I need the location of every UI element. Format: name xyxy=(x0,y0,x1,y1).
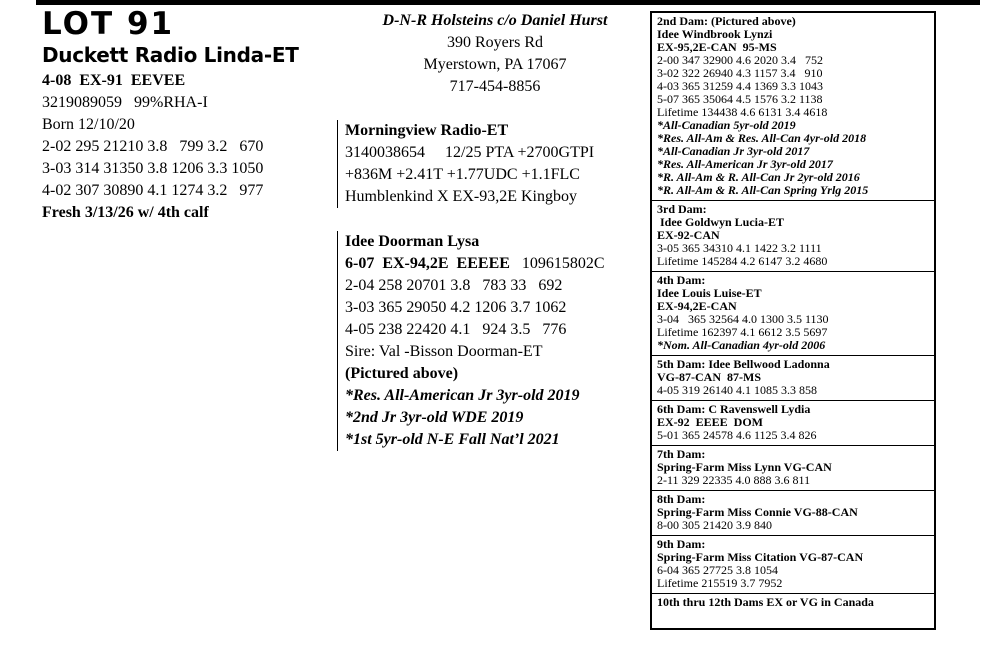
pedigree-dam-name: Idee Windbrook Lynzi xyxy=(657,27,773,41)
lot-number: LOT 91 xyxy=(42,6,175,42)
dam-sire: Sire: Val -Bisson Doorman-ET xyxy=(345,343,543,360)
pedigree-honor: *Res. All-American Jr 3yr-old 2017 xyxy=(657,157,833,171)
dam-record: 4-05 238 22420 4.1 924 3.5 776 xyxy=(345,321,567,338)
dam-block xyxy=(337,231,665,451)
dam-honor: *1st 5yr-old N-E Fall Nat’l 2021 xyxy=(345,431,560,448)
pedigree-header: 8th Dam: xyxy=(657,492,706,506)
pedigree-dam-name: Spring-Farm Miss Citation VG-87-CAN xyxy=(657,550,864,564)
pedigree-record: 4-05 319 26140 4.1 1085 3.3 858 xyxy=(657,383,817,397)
pedigree-section xyxy=(652,491,934,536)
pedigree-record: 3-02 322 26940 4.3 1157 3.4 910 xyxy=(657,66,823,80)
pedigree-dam-name: Idee Louis Luise-ET xyxy=(657,286,762,300)
pedigree-honor: *R. All-Am & R. All-Can Spring Yrlg 2015 xyxy=(657,183,869,197)
pedigree-record: Lifetime 134438 4.6 6131 3.4 4618 xyxy=(657,105,828,119)
dam-honor: *Res. All-American Jr 3yr-old 2019 xyxy=(345,387,580,404)
pedigree-header: 10th thru 12th Dams EX or VG in Canada xyxy=(657,595,874,609)
pedigree-honor: *Res. All-Am & Res. All-Can 4yr-old 2018 xyxy=(657,131,867,145)
pedigree-honor: *All-Canadian Jr 3yr-old 2017 xyxy=(657,144,810,158)
pedigree-record: 3-04 365 32564 4.0 1300 3.5 1130 xyxy=(657,312,829,326)
pedigree-record: 5-07 365 35064 4.5 1576 3.2 1138 xyxy=(657,92,823,106)
pedigree-header: 9th Dam: xyxy=(657,537,706,551)
pedigree-section xyxy=(652,356,934,401)
pedigree-dam-name: Spring-Farm Miss Connie VG-88-CAN xyxy=(657,505,858,519)
pedigree-header: 3rd Dam: xyxy=(657,202,707,216)
pedigree-header: 5th Dam: Idee Bellwood Ladonna xyxy=(657,357,830,371)
cow-details xyxy=(42,70,263,224)
pedigree-section xyxy=(652,401,934,446)
cow-record: 4-02 307 30890 4.1 1274 3.2 977 xyxy=(42,182,264,199)
sire-name: Morningview Radio-ET xyxy=(345,122,509,139)
cow-name: Duckett Radio Linda-ET xyxy=(42,43,299,67)
pedigree-section xyxy=(652,272,934,356)
consignor-name: D-N-R Holsteins c/o Daniel Hurst xyxy=(382,12,608,29)
pedigree-record: Lifetime 145284 4.2 6147 3.2 4680 xyxy=(657,254,828,268)
pedigree-classification: EX-92-CAN xyxy=(657,228,720,242)
dam-classification: 6-07 EX-94,2E EEEEE xyxy=(345,255,510,272)
sire-line: Humblenkind X EX-93,2E Kingboy xyxy=(345,188,577,205)
pedigree-classification: EX-95,2E-CAN 95-MS xyxy=(657,40,777,54)
dam-name: Idee Doorman Lysa xyxy=(345,233,480,250)
pedigree-record: 3-05 365 34310 4.1 1422 3.2 1111 xyxy=(657,241,822,255)
dam-honor: *2nd Jr 3yr-old WDE 2019 xyxy=(345,409,524,426)
pedigree-header: 2nd Dam: (Pictured above) xyxy=(657,14,796,28)
pedigree-header: 6th Dam: C Ravenswell Lydia xyxy=(657,402,811,416)
pedigree-classification: EX-94,2E-CAN xyxy=(657,299,737,313)
consignor-street: 390 Royers Rd xyxy=(447,34,543,51)
pedigree-header: 4th Dam: xyxy=(657,273,706,287)
dam-record: 3-03 365 29050 4.2 1206 3.7 1062 xyxy=(345,299,567,316)
pedigree-section xyxy=(652,536,934,594)
dam-registration: 109615802C xyxy=(509,255,605,272)
cow-born: Born 12/10/20 xyxy=(42,116,135,133)
pedigree-record: Lifetime 162397 4.1 6612 3.5 5697 xyxy=(657,325,828,339)
consignor-phone: 717-454-8856 xyxy=(449,78,541,95)
top-rule xyxy=(36,0,980,5)
pedigree-header: 7th Dam: xyxy=(657,447,706,461)
pedigree-honor: *Nom. All-Canadian 4yr-old 2006 xyxy=(657,338,826,352)
pedigree-record: 2-00 347 32900 4.6 2020 3.4 752 xyxy=(657,53,823,67)
pedigree-record: 5-01 365 24578 4.6 1125 3.4 826 xyxy=(657,428,817,442)
pedigree-record: 4-03 365 31259 4.4 1369 3.3 1043 xyxy=(657,79,823,93)
pedigree-record: 6-04 365 27725 3.8 1054 xyxy=(657,563,778,577)
cow-record: 3-03 314 31350 3.8 1206 3.3 1050 xyxy=(42,160,264,177)
pedigree-section xyxy=(652,446,934,491)
pedigree-section xyxy=(652,594,934,612)
cow-classification: 4-08 EX-91 EEVEE xyxy=(42,72,186,89)
consignor-city: Myerstown, PA 17067 xyxy=(423,56,567,73)
cow-fresh-date: Fresh 3/13/26 w/ 4th calf xyxy=(42,204,209,221)
dam-pictured: (Pictured above) xyxy=(345,365,459,382)
pedigree-record: 8-00 305 21420 3.9 840 xyxy=(657,518,772,532)
pedigree-dam-name: Spring-Farm Miss Lynn VG-CAN xyxy=(657,460,832,474)
consignor-block xyxy=(340,10,650,98)
pedigree-section xyxy=(652,13,934,201)
pedigree-dam-name: Idee Goldwyn Lucia-ET xyxy=(657,215,785,229)
sire-block xyxy=(337,120,665,208)
pedigree-record: 2-11 329 22335 4.0 888 3.6 811 xyxy=(657,473,811,487)
cow-record: 2-02 295 21210 3.8 799 3.2 670 xyxy=(42,138,264,155)
sire-line: +836M +2.41T +1.77UDC +1.1FLC xyxy=(345,166,580,183)
pedigree-classification: VG-87-CAN 87-MS xyxy=(657,370,761,384)
pedigree-classification: EX-92 EEEE DOM xyxy=(657,415,764,429)
cow-registration: 3219089059 99%RHA-I xyxy=(42,94,208,111)
pedigree-box xyxy=(650,11,936,630)
pedigree-honor: *All-Canadian 5yr-old 2019 xyxy=(657,118,796,132)
pedigree-honor: *R. All-Am & R. All-Can Jr 2yr-old 2016 xyxy=(657,170,860,184)
pedigree-record: Lifetime 215519 3.7 7952 xyxy=(657,576,783,590)
sire-line: 3140038654 12/25 PTA +2700GTPI xyxy=(345,144,595,161)
pedigree-section xyxy=(652,201,934,272)
dam-record: 2-04 258 20701 3.8 783 33 692 xyxy=(345,277,563,294)
